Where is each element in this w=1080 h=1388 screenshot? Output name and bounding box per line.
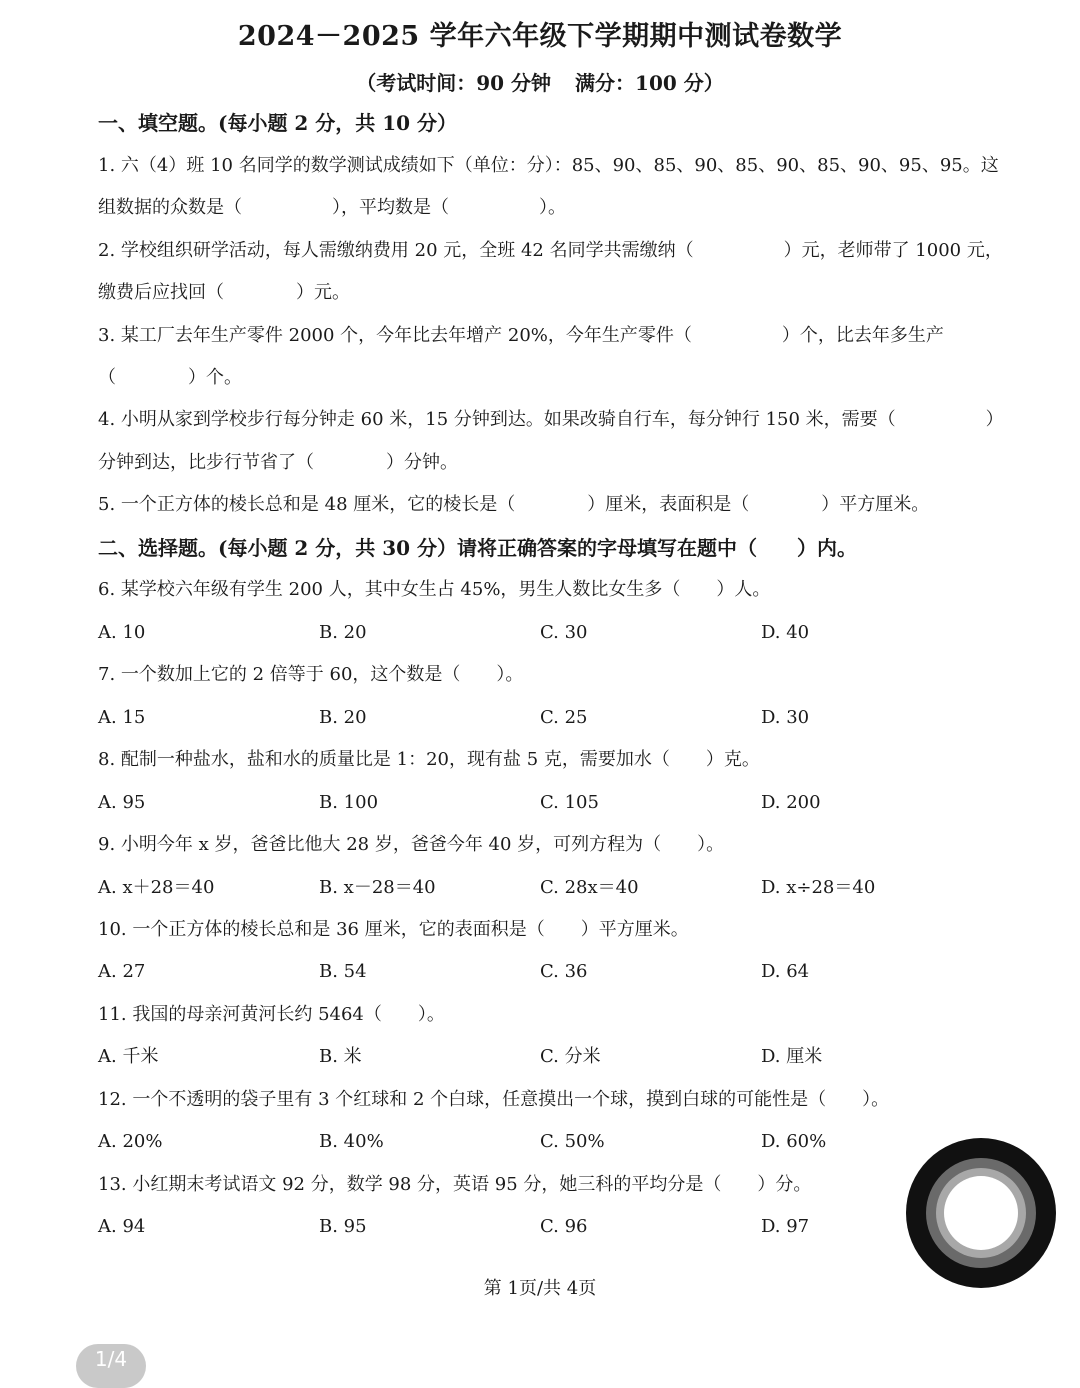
question-4-line-2: 分钟到达，比步行节省了（ ）分钟。 xyxy=(98,452,458,473)
question-8-text: 8. 配制一种盐水，盐和水的质量比是 1：20，现有盐 5 克，需要加水（ ）克。 xyxy=(98,749,760,770)
question-1-line-1: 1. 六（4）班 10 名同学的数学测试成绩如下（单位：分）：85、90、85、90、85、90、85、90、95、95。这 xyxy=(98,155,999,176)
page-indicator[interactable]: 1/4 xyxy=(76,1344,146,1388)
question-7-option-a: A. 15 xyxy=(98,707,146,728)
question-10-text: 10. 一个正方体的棱长总和是 36 厘米，它的表面积是（ ）平方厘米。 xyxy=(98,919,689,940)
question-10-option-c: C. 36 xyxy=(540,961,588,982)
question-7-text: 7. 一个数加上它的 2 倍等于 60，这个数是（ ）。 xyxy=(98,664,524,685)
float-button-ring-inner xyxy=(944,1176,1018,1250)
record-circle-icon[interactable] xyxy=(906,1138,1056,1288)
question-9-option-c: C. 28x＝40 xyxy=(540,877,639,898)
question-8-option-d: D. 200 xyxy=(761,792,821,813)
question-3-line-2: （ ）个。 xyxy=(98,367,242,388)
question-13-option-a: A. 94 xyxy=(98,1216,146,1237)
question-8-option-a: A. 95 xyxy=(98,792,146,813)
question-7-option-d: D. 30 xyxy=(761,707,810,728)
question-10-option-d: D. 64 xyxy=(761,961,810,982)
question-12-text: 12. 一个不透明的袋子里有 3 个红球和 2 个白球，任意摸出一个球，摸到白球的可能性是（ ）。 xyxy=(98,1089,890,1110)
section-fill-in-heading: 一、填空题。(每小题 2 分，共 10 分） xyxy=(98,111,458,135)
question-10-option-a: A. 27 xyxy=(98,961,146,982)
question-12-option-b: B. 40% xyxy=(319,1131,384,1152)
question-6-option-d: D. 40 xyxy=(761,622,810,643)
question-11-option-d: D. 厘米 xyxy=(761,1046,823,1067)
question-2-line-1: 2. 学校组织研学活动，每人需缴纳费用 20 元，全班 42 名同学共需缴纳（ ）元，老师带了 1000 元， xyxy=(98,240,1003,261)
question-6-option-c: C. 30 xyxy=(540,622,588,643)
page-footer: 第 1页/共 4页 xyxy=(483,1278,597,1299)
question-9-option-a: A. x＋28＝40 xyxy=(98,877,215,898)
question-12-option-a: A. 20% xyxy=(98,1131,163,1152)
question-6-text: 6. 某学校六年级有学生 200 人，其中女生占 45%，男生人数比女生多（ ）人。 xyxy=(98,579,771,600)
question-13-text: 13. 小红期末考试语文 92 分，数学 98 分，英语 95 分，她三科的平均分是（ ）分。 xyxy=(98,1174,812,1195)
question-5-line-1: 5. 一个正方体的棱长总和是 48 厘米，它的棱长是（ ）厘米，表面积是（ ）平方厘米。 xyxy=(98,494,930,515)
question-12-option-d: D. 60% xyxy=(761,1131,827,1152)
question-12-option-c: C. 50% xyxy=(540,1131,605,1152)
question-13-option-d: D. 97 xyxy=(761,1216,810,1237)
question-4-line-1: 4. 小明从家到学校步行每分钟走 60 米，15 分钟到达。如果改骑自行车，每分钟行 150 米，需要（ ） xyxy=(98,409,1004,430)
exam-title: 2024－2025 学年六年级下学期期中测试卷数学 xyxy=(237,21,843,52)
question-10-option-b: B. 54 xyxy=(319,961,367,982)
question-7-option-b: B. 20 xyxy=(319,707,367,728)
question-8-option-b: B. 100 xyxy=(319,792,379,813)
question-6-option-a: A. 10 xyxy=(98,622,146,643)
exam-subtitle xyxy=(0,67,1080,96)
question-8-option-c: C. 105 xyxy=(540,792,599,813)
question-11-option-c: C. 分米 xyxy=(540,1046,601,1067)
question-11-text: 11. 我国的母亲河黄河长约 5464（ ）。 xyxy=(98,1004,445,1025)
section-choice-heading: 二、选择题。(每小题 2 分，共 30 分）请将正确答案的字母填写在题中（ ）内。 xyxy=(98,536,858,560)
question-3-line-1: 3. 某工厂去年生产零件 2000 个，今年比去年增产 20%，今年生产零件（ ）个，比去年多生产 xyxy=(98,325,944,346)
exam-time: （考试时间：90 分钟 xyxy=(356,71,552,95)
question-9-text: 9. 小明今年 x 岁，爸爸比他大 28 岁，爸爸今年 40 岁，可列方程为（ ）。 xyxy=(98,834,725,855)
question-2-line-2: 缴费后应找回（ ）元。 xyxy=(98,282,350,303)
question-7-option-c: C. 25 xyxy=(540,707,588,728)
question-1-line-2: 组数据的众数是（ ），平均数是（ ）。 xyxy=(98,197,566,218)
question-9-option-d: D. x÷28＝40 xyxy=(761,877,876,898)
exam-score: 满分：100 分） xyxy=(575,71,724,95)
question-13-option-b: B. 95 xyxy=(319,1216,367,1237)
question-11-option-a: A. 千米 xyxy=(98,1046,159,1067)
question-9-option-b: B. x－28＝40 xyxy=(319,877,436,898)
question-11-option-b: B. 米 xyxy=(319,1046,362,1067)
question-6-option-b: B. 20 xyxy=(319,622,367,643)
question-13-option-c: C. 96 xyxy=(540,1216,588,1237)
